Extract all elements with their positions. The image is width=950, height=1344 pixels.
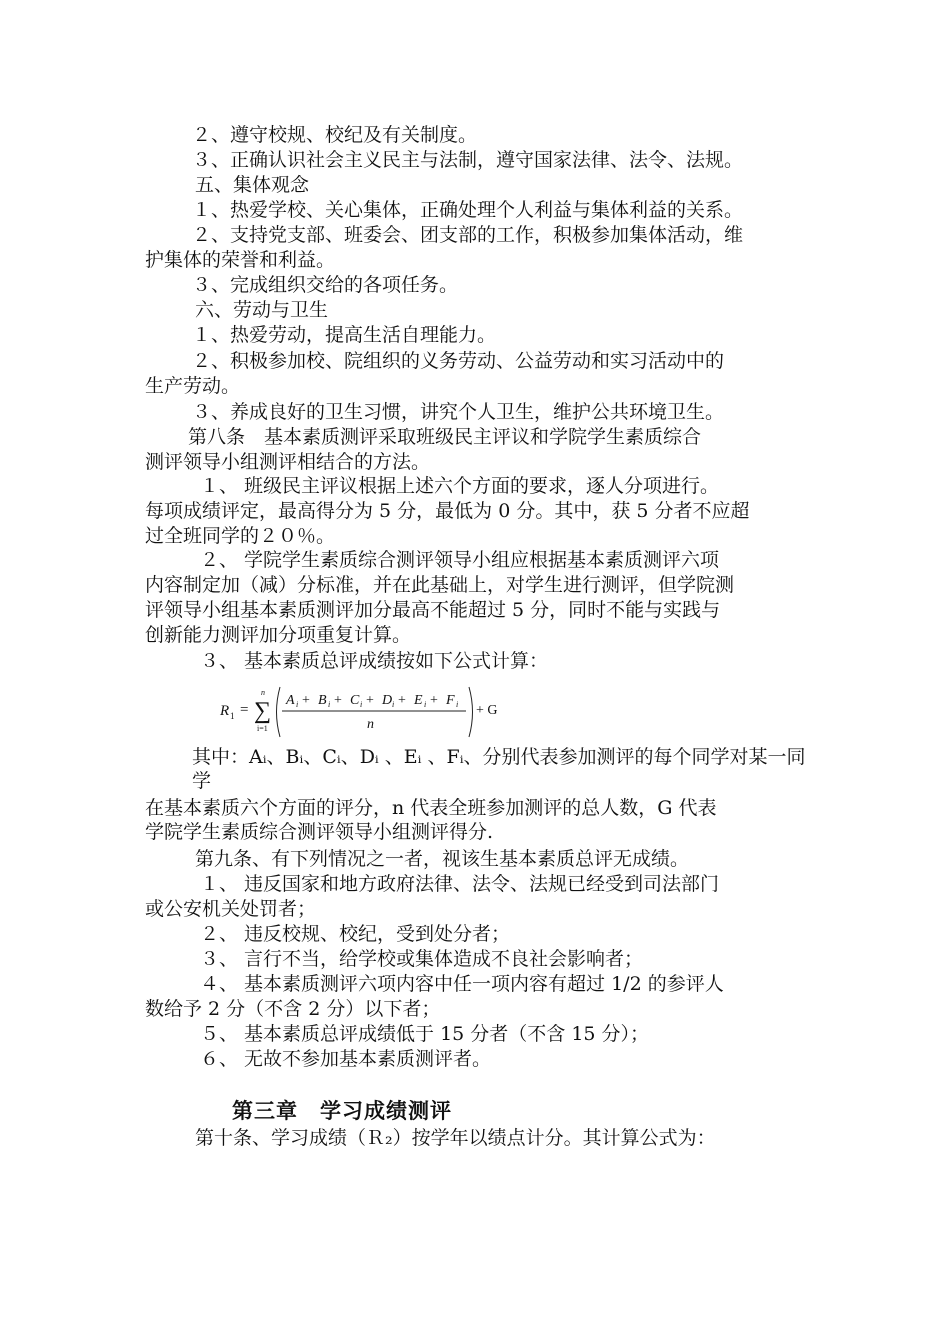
text-line: 内容制定加（减）分标准，并在此基础上，对学生进行测评，但学院测 (145, 574, 735, 596)
formula-sum-bottom: i=1 (257, 724, 268, 733)
text-line: １、 班级民主评议根据上述六个方面的要求，逐人分项进行。 (200, 475, 720, 497)
formula-plus: + (302, 693, 310, 708)
text-line: ３、 基本素质总评成绩按如下公式计算： (200, 650, 549, 672)
text-line: 其中：Aᵢ、Bᵢ、Cᵢ、Dᵢ 、Eᵢ 、Fᵢ、分别代表参加测评的每个同学对某一同 (192, 746, 806, 768)
text-line: １、 违反国家和地方政府法律、法令、法规已经受到司法部门 (200, 873, 720, 895)
formula-lhs-sub: 1 (230, 711, 235, 721)
text-line: 每项成绩评定，最高得分为 5 分，最低为 0 分。其中，获 5 分者不应超 (145, 500, 750, 522)
chapter-heading: 第三章 学习成绩测评 (232, 1099, 452, 1123)
formula-variable: E (414, 693, 423, 708)
text-line: ３、正确认识社会主义民主与法制，遵守国家法律、法令、法规。 (192, 149, 744, 171)
text-line: 过全班同学的２０％。 (145, 525, 336, 547)
text-line: ３、 言行不当，给学校或集体造成不良社会影响者； (200, 948, 644, 970)
formula-left-paren (277, 687, 281, 737)
text-line: ６、 无故不参加基本素质测评者。 (200, 1048, 492, 1070)
text-line: 创新能力测评加分项重复计算。 (145, 624, 412, 646)
text-line: ２、支持党支部、班委会、团支部的工作，积极参加集体活动，维 (192, 224, 744, 246)
formula-sigma: ∑ (254, 698, 272, 724)
text-line: 数给予 2 分（不含 2 分）以下者； (145, 998, 441, 1020)
formula-denominator: n (367, 717, 374, 732)
text-line: 评领导小组基本素质测评加分最高不能超过 5 分，同时不能与实践与 (145, 599, 721, 621)
text-line: 第八条 基本素质测评采取班级民主评议和学院学生素质综合 (188, 426, 702, 448)
formula-sum-top: n (261, 688, 265, 697)
formula-subscript: i (392, 700, 395, 709)
formula-variable: B (318, 693, 327, 708)
text-line: ３、完成组织交给的各项任务。 (192, 274, 459, 296)
formula-subscript: i (296, 700, 299, 709)
formula-subscript: i (456, 700, 459, 709)
text-line: 测评领导小组测评相结合的方法。 (145, 451, 431, 473)
text-line: １、热爱学校、关心集体，正确处理个人利益与集体利益的关系。 (192, 199, 744, 221)
formula-plus: + (398, 693, 406, 708)
text-line: 五、集体观念 (195, 174, 310, 196)
formula-tail: + G (476, 703, 498, 718)
text-line: 在基本素质六个方面的评分，n 代表全班参加测评的总人数，G 代表 (145, 797, 717, 819)
formula-equals: = (240, 702, 249, 718)
text-line: ５、 基本素质总评成绩低于 15 分者（不含 15 分）； (200, 1023, 650, 1045)
formula-subscript: i (424, 700, 427, 709)
formula-right-paren (469, 687, 473, 737)
text-line: 生产劳动。 (145, 375, 241, 397)
formula-numerator (285, 693, 458, 709)
text-line: 学院学生素质综合测评领导小组测评得分. (145, 821, 494, 843)
text-line: ２、 学院学生素质综合测评领导小组应根据基本素质测评六项 (200, 549, 720, 571)
article-ten-line: 第十条、学习成绩（Ｒ₂）按学年以绩点计分。其计算公式为： (195, 1127, 716, 1149)
formula-plus: + (366, 693, 374, 708)
formula-plus: + (334, 693, 342, 708)
formula-lhs: R (220, 703, 230, 719)
formula-variable: D (382, 693, 393, 708)
text-line: 六、劳动与卫生 (195, 299, 329, 321)
text-line: ３、养成良好的卫生习惯，讲究个人卫生，维护公共环境卫生。 (192, 401, 725, 423)
text-line: 或公安机关处罚者； (145, 898, 317, 920)
formula-variable: A (286, 693, 295, 708)
text-line: ２、积极参加校、院组织的义务劳动、公益劳动和实习活动中的 (192, 350, 725, 372)
text-line: ２、 违反校规、校纪，受到处分者； (200, 923, 511, 945)
formula-variable: C (350, 693, 360, 708)
formula-subscript: i (328, 700, 331, 709)
text-line: 护集体的荣誉和利益。 (145, 249, 336, 271)
text-line: 第九条、有下列情况之一者，视该生基本素质总评无成绩。 (195, 848, 690, 870)
text-line: ２、遵守校规、校纪及有关制度。 (192, 124, 478, 146)
formula-variable: F (446, 693, 455, 708)
text-line: ４、 基本素质测评六项内容中任一项内容有超过 1/2 的参评人 (200, 973, 724, 995)
formula-subscript: i (360, 700, 363, 709)
text-line: １、热爱劳动，提高生活自理能力。 (192, 324, 497, 346)
formula-plus: + (430, 693, 438, 708)
formula-r1 (212, 684, 512, 744)
text-line: 学 (192, 770, 212, 792)
